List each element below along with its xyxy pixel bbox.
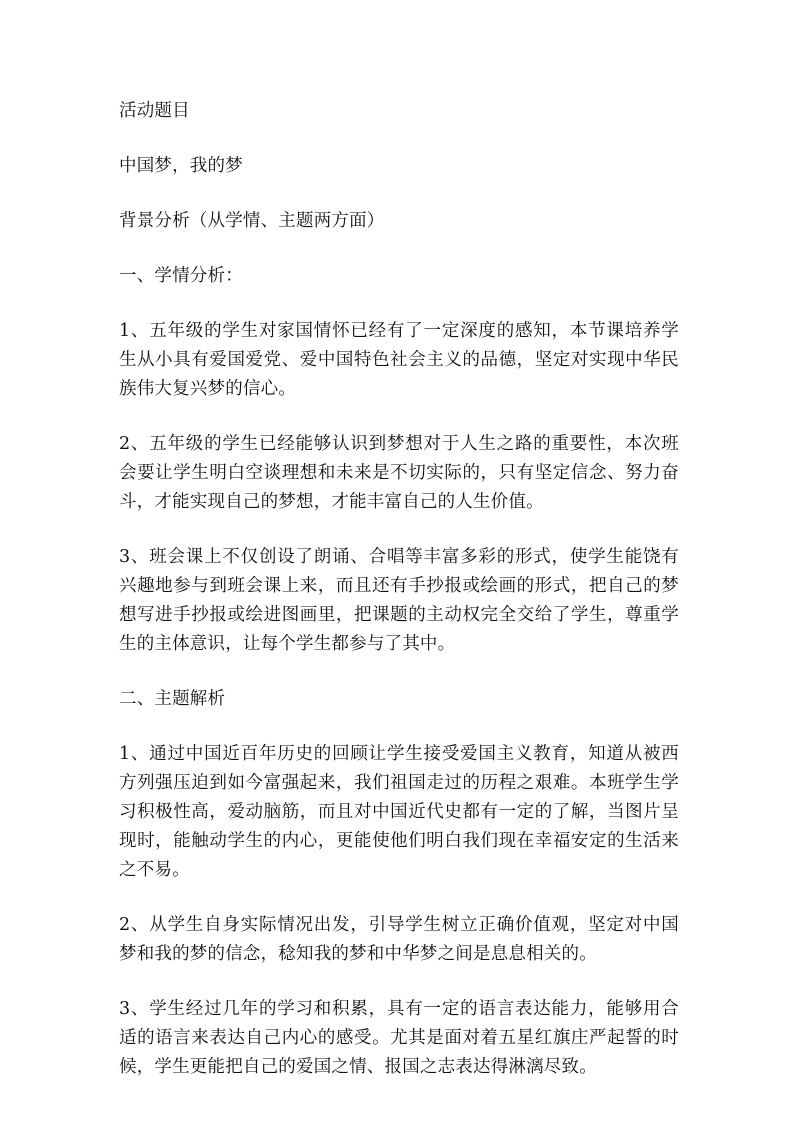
paragraph-student-analysis-3: 3、班会课上不仅创设了朗诵、合唱等丰富多彩的形式，使学生能饶有兴趣地参与到班会课上来，而且还有手抄报或绘画的形式，把自己的梦想写进手抄报或绘进图画里，把课题的主动权完全交给了学生，尊重学生的主体意识，让每个学生都参与了其中。 bbox=[119, 547, 679, 654]
paragraph-theme-analysis-3: 3、学生经过几年的学习和积累，具有一定的语言表达能力，能够用合适的语言来表达自己内心的感受。尤其是面对着五星红旗庄严起誓的时候，学生更能把自己的爱国之情、报国之志表达得淋漓尽致。 bbox=[119, 999, 679, 1077]
background-analysis-heading: 背景分析（从学情、主题两方面） bbox=[119, 211, 385, 231]
activity-title: 中国梦，我的梦 bbox=[119, 156, 243, 176]
paragraph-theme-analysis-2: 2、从学生自身实际情况出发，引导学生树立正确价值观，坚定对中国梦和我的梦的信念，稔知我的梦和中华梦之间是息息相关的。 bbox=[119, 915, 679, 964]
activity-title-label: 活动题目 bbox=[119, 101, 190, 121]
section-heading-theme-analysis: 二、主题解析 bbox=[119, 689, 226, 709]
paragraph-theme-analysis-1: 1、通过中国近百年历史的回顾让学生接受爱国主义教育，知道从被西方列强压迫到如今富强起来，我们祖国走过的历程之艰难。本班学生学习积极性高，爱动脑筋，而且对中国近代史都有一定的了解，当图片呈现时，能触动学生的内心，更能使他们明白我们现在幸福安定的生活来之不易。 bbox=[119, 744, 679, 880]
document-body bbox=[119, 97, 679, 1108]
paragraph-student-analysis-1: 1、五年级的学生对家国情怀已经有了一定深度的感知，本节课培养学生从小具有爱国爱党、爱中国特色社会主义的品德，坚定对实现中华民族伟大复兴梦的信心。 bbox=[119, 321, 679, 399]
section-heading-student-analysis: 一、学情分析： bbox=[119, 266, 243, 286]
paragraph-student-analysis-2: 2、五年级的学生已经能够认识到梦想对于人生之路的重要性，本次班会要让学生明白空谈理想和未来是不切实际的，只有坚定信念、努力奋斗，才能实现自己的梦想，才能丰富自己的人生价值。 bbox=[119, 434, 679, 512]
